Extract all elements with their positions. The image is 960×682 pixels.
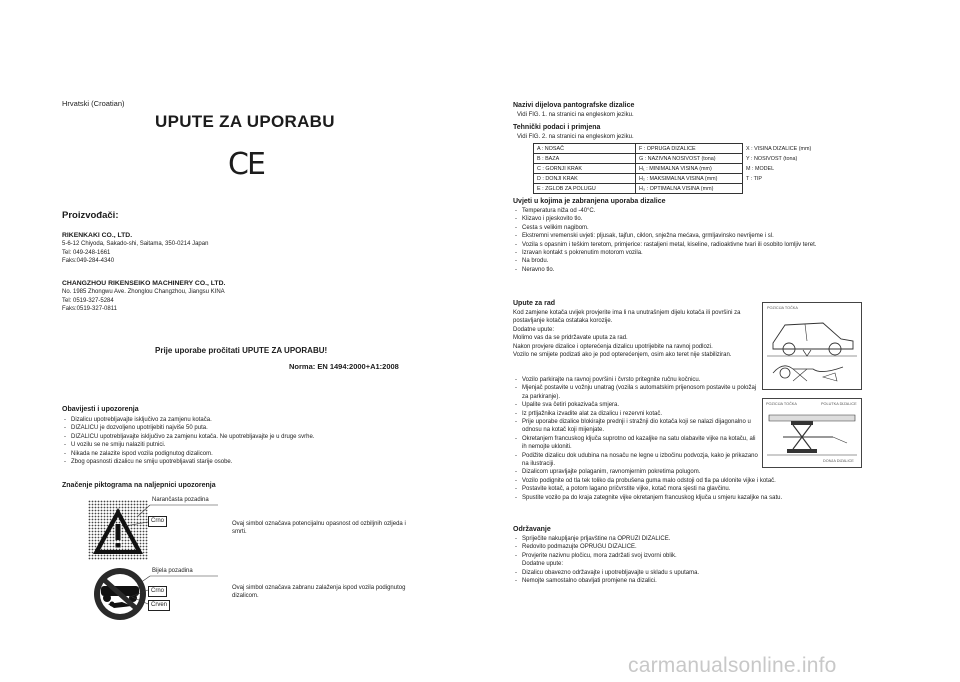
list-item: - Zbog opasnosti dizalicu ne smiju upotrebljavati starije osobe.	[62, 458, 482, 466]
manufacturer-rikenkaki	[62, 232, 322, 266]
use-intro-text: Nakon provjere dizalice i opterećenja dizalicu upotrijebite na ravnoj podlozi.	[513, 343, 713, 350]
black-label: Crno	[148, 586, 167, 597]
pictogram2-description: Ovaj simbol označava zabranu zalaženja ispod vozila podignutog dizalicom.	[232, 585, 406, 600]
car-jack-illustration	[763, 303, 861, 389]
figure-caption: DONJA DIZALICE	[823, 459, 854, 463]
company-address: No. 1985 Zhongwu Ave. Zhonglou Changzhou, Jiangsu KINA	[62, 289, 225, 296]
company-fax: Faks:0519-327-0811	[62, 306, 117, 313]
list-item: - U vozilu se ne smiju nalaziti putnici.	[62, 441, 482, 449]
table-cell: X : VISINA DIZALICE (mm)	[746, 145, 812, 152]
parts-heading: Nazivi dijelova pantografske dizalice	[513, 102, 635, 109]
company-fax: Faks:049-284-4340	[62, 258, 115, 265]
table-cell: G : NAZIVNA NOSIVOST (tona)	[636, 154, 743, 164]
table-cell: C : GORNJI KRAK	[534, 164, 636, 174]
use-intro	[513, 309, 758, 359]
warnings-list	[62, 416, 482, 466]
conditions-list	[513, 207, 843, 274]
figure-caption: POZICIJA TOČKA	[766, 402, 797, 406]
list-item: - Nemojte samostalno obavljati promjene na dizalici.	[513, 577, 853, 585]
table-cell: B : BAZA	[534, 154, 636, 164]
maintenance-extra-list	[513, 569, 853, 586]
norm-label: Norma: EN 1494:2000+A1:2008	[289, 362, 399, 371]
list-item: - DIZALICU je dozvoljeno upotrijebiti najviše 50 puta.	[62, 424, 482, 432]
list-item: - Ekstremni vremenski uvjeti: pljusak, tajfun, ciklon, snježna mećava, grmljavinsko nevrijeme i sl.	[513, 232, 843, 240]
list-item: - Postavite kotač, a potom lagano pričvrstite vijke, kotač mora sjesti na glavčinu.	[513, 485, 858, 493]
page-title: UPUTE ZA UPORABU	[155, 112, 335, 131]
list-item: - Temperatura niža od -40°C.	[513, 207, 843, 215]
list-item: - Okretanjem francuskog ključa suprotno od kazaljke na satu olabavite vijke na kotaču, ali ih nemojte ukloniti.	[513, 435, 758, 452]
jack-detail-illustration	[763, 399, 861, 467]
manufacturer-changzhou	[62, 280, 322, 314]
table-cell: E : ZGLOB ZA POLUGU	[534, 184, 636, 194]
list-item: - Vozilo podignite od tla tek toliko da probušena guma malo odstoji od tla pa uklonite vijke i kotač.	[513, 477, 858, 485]
maintenance-list	[513, 535, 853, 560]
use-intro-text: Kod zamjene kotača uvijek provjerite ima li na unutrašnjem dijelu kotača ili površini za postavljanje kotača ostataka korozije.	[513, 310, 741, 325]
list-item: - Klizavo i pjeskovito tlo.	[513, 215, 843, 223]
pictograms-heading: Značenje piktograma na naljepnici upozorenja	[62, 482, 216, 489]
use-intro-text: Dodatne upute:	[513, 326, 555, 333]
company-tel: Tel: 049-248-1661	[62, 249, 111, 256]
use-intro-text: Molimo vas da se pridržavate uputa za rad.	[513, 335, 628, 342]
list-item: - Prije uporabe dizalice blokirajte prednji i stražnji dio kotača koji se nalazi dijagonalno u odnosu na kotač koji mijenjate.	[513, 418, 758, 435]
parts-table	[533, 143, 842, 194]
white-background-label: Bijela pozadina	[152, 568, 193, 574]
table-cell: F : OPRUGA DIZALICE	[636, 144, 743, 154]
leader-lines	[120, 504, 220, 534]
ce-mark: CE	[228, 147, 264, 182]
table-row	[534, 154, 842, 164]
list-item: - Provjerite nazivnu pločicu, mora zadržati svoj izvorni oblik.	[513, 552, 853, 560]
table-cell: A : NOSAČ	[534, 144, 636, 154]
figure-caption: POLUTKA DIZALICE	[821, 402, 857, 406]
black-label: Crno	[148, 516, 167, 527]
list-item: - Mjenjač postavite u vožnju unatrag (vozila s automatskim prijenosom postavite u položaj za parkiranje).	[513, 384, 758, 401]
warnings-heading: Obavijesti i upozorenja	[62, 406, 139, 413]
table-cell	[743, 184, 842, 194]
table-row	[534, 144, 842, 154]
pictogram1-description: Ovaj simbol označava potencijalnu opasnost od ozbiljnih ozljeda i smrti.	[232, 521, 406, 536]
use-intro-text: Vozilo ne smijete podizati ako je pod opterećenjem, osim ako teret nije stabiliziran.	[513, 352, 732, 359]
orange-background-label: Narančasta pozadina	[152, 497, 209, 503]
table-row	[534, 174, 842, 184]
figure-caption: POZICIJA TOČKA	[767, 306, 798, 310]
table-cell: T : TIP	[746, 175, 762, 182]
list-item: - Podižite dizalicu dok udubina na nosaču ne legne u izbočinu podvozja, kako je prikazano na ilustraciji.	[513, 452, 758, 469]
manufacturers-heading: Proizvođači:	[62, 210, 119, 221]
figure-car-jack-position	[762, 302, 862, 390]
conditions-heading: Uvjeti u kojima je zabranjena uporaba dizalice	[513, 198, 666, 205]
tech-heading: Tehnički podaci i primjena	[513, 124, 601, 131]
maintenance-note: Dodatne upute:	[522, 561, 564, 567]
tech-note: Vidi FIG. 2. na stranici na engleskom jeziku.	[517, 134, 634, 140]
company-address: 5-6-12 Chiyoda, Sakado-shi, Saitama, 350-0214 Japan	[62, 241, 209, 248]
table-row	[534, 184, 842, 194]
list-item: - Spriječite nakupljanje prljavštine na OPRUZI DIZALICE.	[513, 535, 853, 543]
parts-note: Vidi FIG. 1. na stranici na engleskom jeziku.	[517, 112, 634, 118]
table-row	[534, 164, 842, 174]
list-item: - Izravan kontakt s pokrenutim motorom vozila.	[513, 249, 843, 257]
company-name: CHANGZHOU RIKENSEIKO MACHINERY CO., LTD.	[62, 280, 226, 287]
use-heading: Upute za rad	[513, 300, 556, 307]
maintenance-heading: Održavanje	[513, 526, 551, 533]
list-item: - Iz prtljažnika izvadite alat za dizalicu i rezervni kotač.	[513, 410, 858, 418]
table-cell: M : MODEL	[746, 165, 775, 172]
list-item: - Nikada ne zalazite ispod vozila podignutog dizalicom.	[62, 450, 482, 458]
table-cell: H₂ : MAKSIMALNA VISINA (mm)	[636, 174, 743, 184]
table-cell: H₃ : OPTIMALNA VISINA (mm)	[636, 184, 743, 194]
list-item: - Spustite vozilo pa do kraja zategnite vijke okretanjem francuskog ključa u smjeru kazaljke na satu.	[513, 494, 858, 502]
table-cell: H₁ : MINIMALNA VISINA (mm)	[636, 164, 743, 174]
watermark: carmanualsonline.info	[628, 654, 837, 677]
list-item: - Dizalicu upotrebljavajte isključivo za zamjenu kotača.	[62, 416, 482, 424]
list-item: - Neravno tlo.	[513, 266, 843, 274]
list-item: - Upalite sva četiri pokazivača smjera.	[513, 401, 858, 409]
table-cell: Y : NOSIVOST (tona)	[746, 155, 798, 162]
list-item: - Redovito podmazujte OPRUGU DIZALICE.	[513, 543, 853, 551]
list-item: - Na brodu.	[513, 257, 843, 265]
list-item: - Cesta s velikim nagibom.	[513, 224, 843, 232]
table-cell: D : DONJI KRAK	[534, 174, 636, 184]
list-item: - Vozila s opasnim i teškim teretom, primjerice: rastaljeni metal, kiseline, radioaktivne tvari ili osobito lomljiv teret.	[513, 241, 843, 249]
company-name: RIKENKAKI CO., LTD.	[62, 232, 133, 239]
list-item: - Dizalicu obavezno održavajte i upotrebljavajte u skladu s uputama.	[513, 569, 853, 577]
list-item: - DIZALICU upotrebljavajte isključivo za zamjenu kotača. Ne upotrebljavajte je u druge svrhe.	[62, 433, 482, 441]
figure-jack-detail	[762, 398, 862, 468]
list-item: - Vozilo parkirajte na ravnoj površini i čvrsto pritegnite ručnu kočnicu.	[513, 376, 758, 384]
read-instructions-notice: Prije uporabe pročitati UPUTE ZA UPORABU!	[155, 346, 328, 355]
red-label: Crven	[148, 600, 170, 611]
company-tel: Tel: 0519-327-5284	[62, 297, 114, 304]
list-item: - Dizalicom upravljajte polaganim, ravnomjernim pokretima polugom.	[513, 468, 858, 476]
language-label: Hrvatski (Croatian)	[62, 99, 125, 108]
